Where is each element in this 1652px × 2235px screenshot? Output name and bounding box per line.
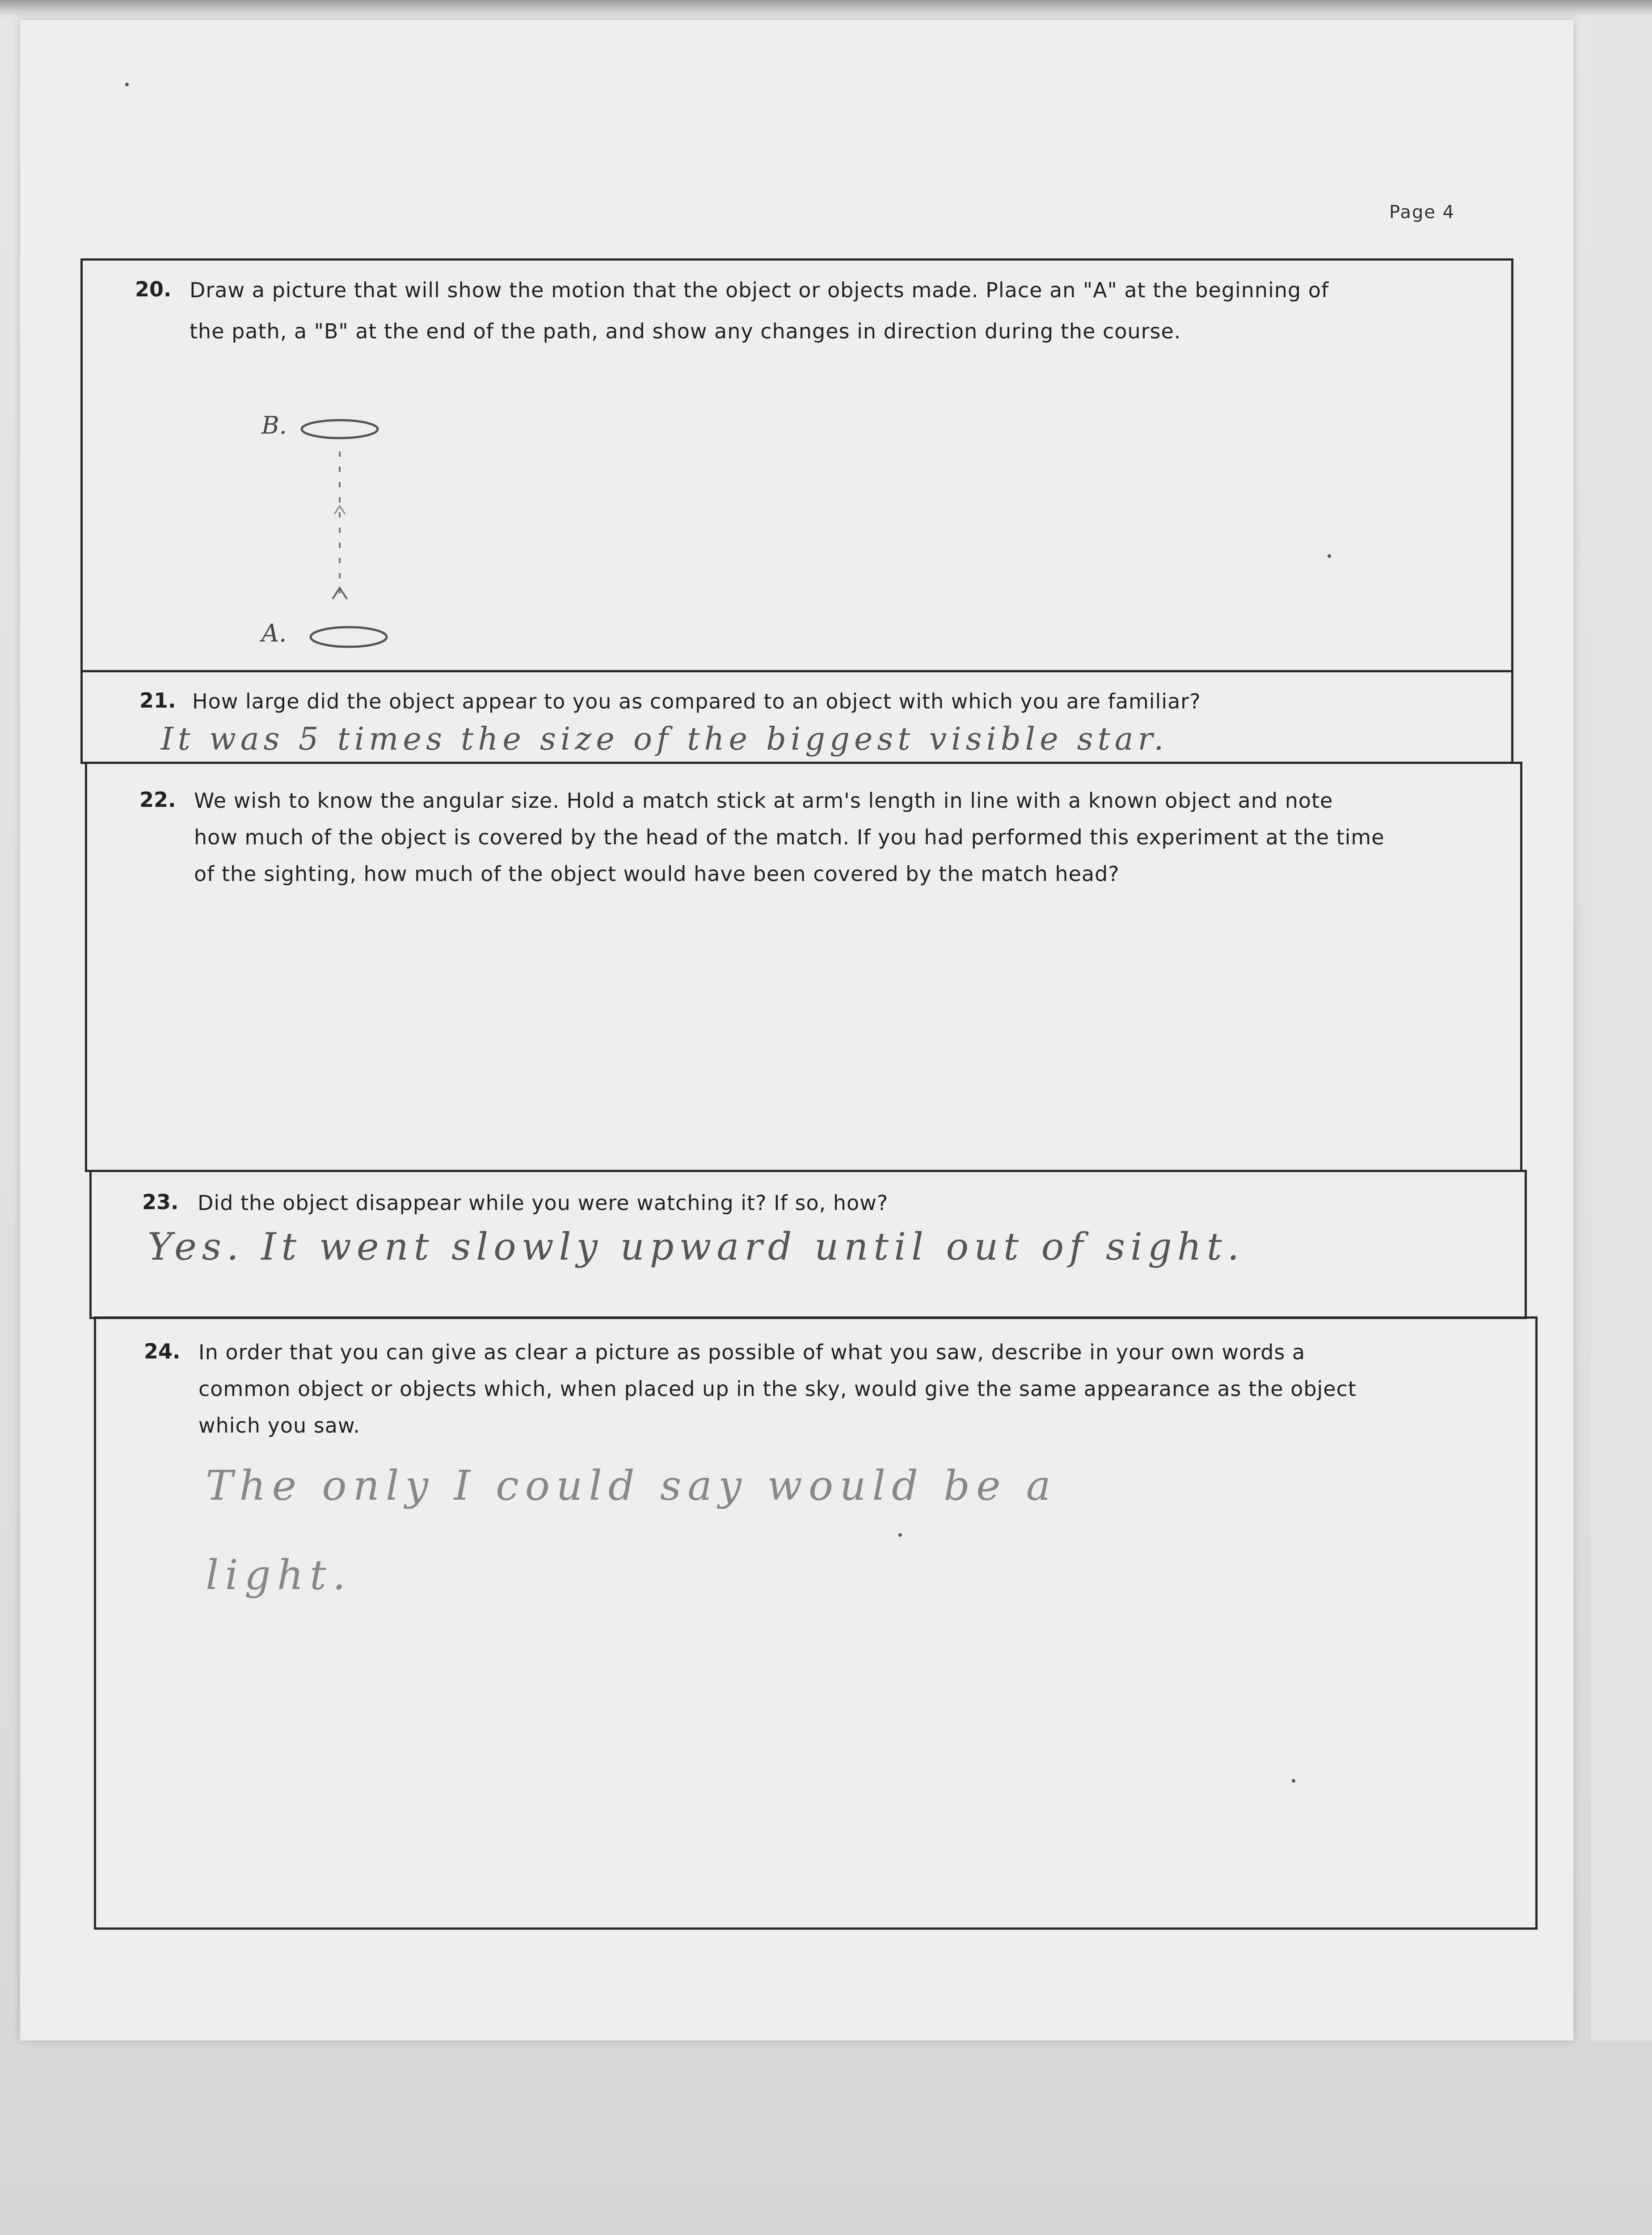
question-22-text-line1: We wish to know the angular size. Hold a match stick at arm's length in line with a known object and note xyxy=(194,789,1333,813)
question-22-text-line2: how much of the object is covered by the head of the match. If you had performed this experiment at the time xyxy=(194,825,1385,849)
question-24-number: 24. xyxy=(144,1339,181,1363)
sketch-label-b: B. xyxy=(261,411,287,439)
scan-speck xyxy=(1292,1779,1295,1783)
question-23-answer: Yes. It went slowly upward until out of sight. xyxy=(148,1225,1245,1269)
question-24-text-line3: which you saw. xyxy=(198,1413,360,1438)
question-21-number: 21. xyxy=(139,688,176,713)
question-23-number: 23. xyxy=(142,1190,179,1214)
scan-speck xyxy=(898,1533,902,1537)
question-23-text: Did the object disappear while you were watching it? If so, how? xyxy=(198,1191,889,1215)
question-22-text-line3: of the sighting, how much of the object would have been covered by the match head? xyxy=(194,862,1120,886)
question-21-text: How large did the object appear to you as compared to an object with which you are familiar? xyxy=(192,689,1201,713)
question-22-number: 22. xyxy=(139,788,176,812)
question-24-answer-line1: The only I could say would be a xyxy=(206,1462,1057,1510)
question-21-answer: It was 5 times the size of the biggest visible star. xyxy=(161,721,1168,757)
question-20-text-line1: Draw a picture that will show the motion that the object or objects made. Place an "A" at the beginning of xyxy=(190,278,1329,302)
question-24-text-line1: In order that you can give as clear a picture as possible of what you saw, describe in your own words a xyxy=(198,1340,1306,1364)
page-number: Page 4 xyxy=(1389,202,1455,223)
start-object-ellipse xyxy=(311,627,387,647)
question-20-text-line2: the path, a "B" at the end of the path, and show any changes in direction during the course. xyxy=(190,319,1181,343)
question-24-text-line2: common object or objects which, when placed up in the sky, would give the same appearance as the object xyxy=(198,1377,1357,1401)
sketch-label-a: A. xyxy=(261,619,287,647)
scan-speck xyxy=(125,83,129,86)
scan-top-shadow xyxy=(0,0,1652,18)
end-object-ellipse xyxy=(302,420,378,438)
question-24-answer-line2: light. xyxy=(206,1551,352,1599)
scan-speck xyxy=(1328,554,1331,558)
question-20-number: 20. xyxy=(135,277,172,301)
scan-right-edge xyxy=(1591,20,1652,2041)
